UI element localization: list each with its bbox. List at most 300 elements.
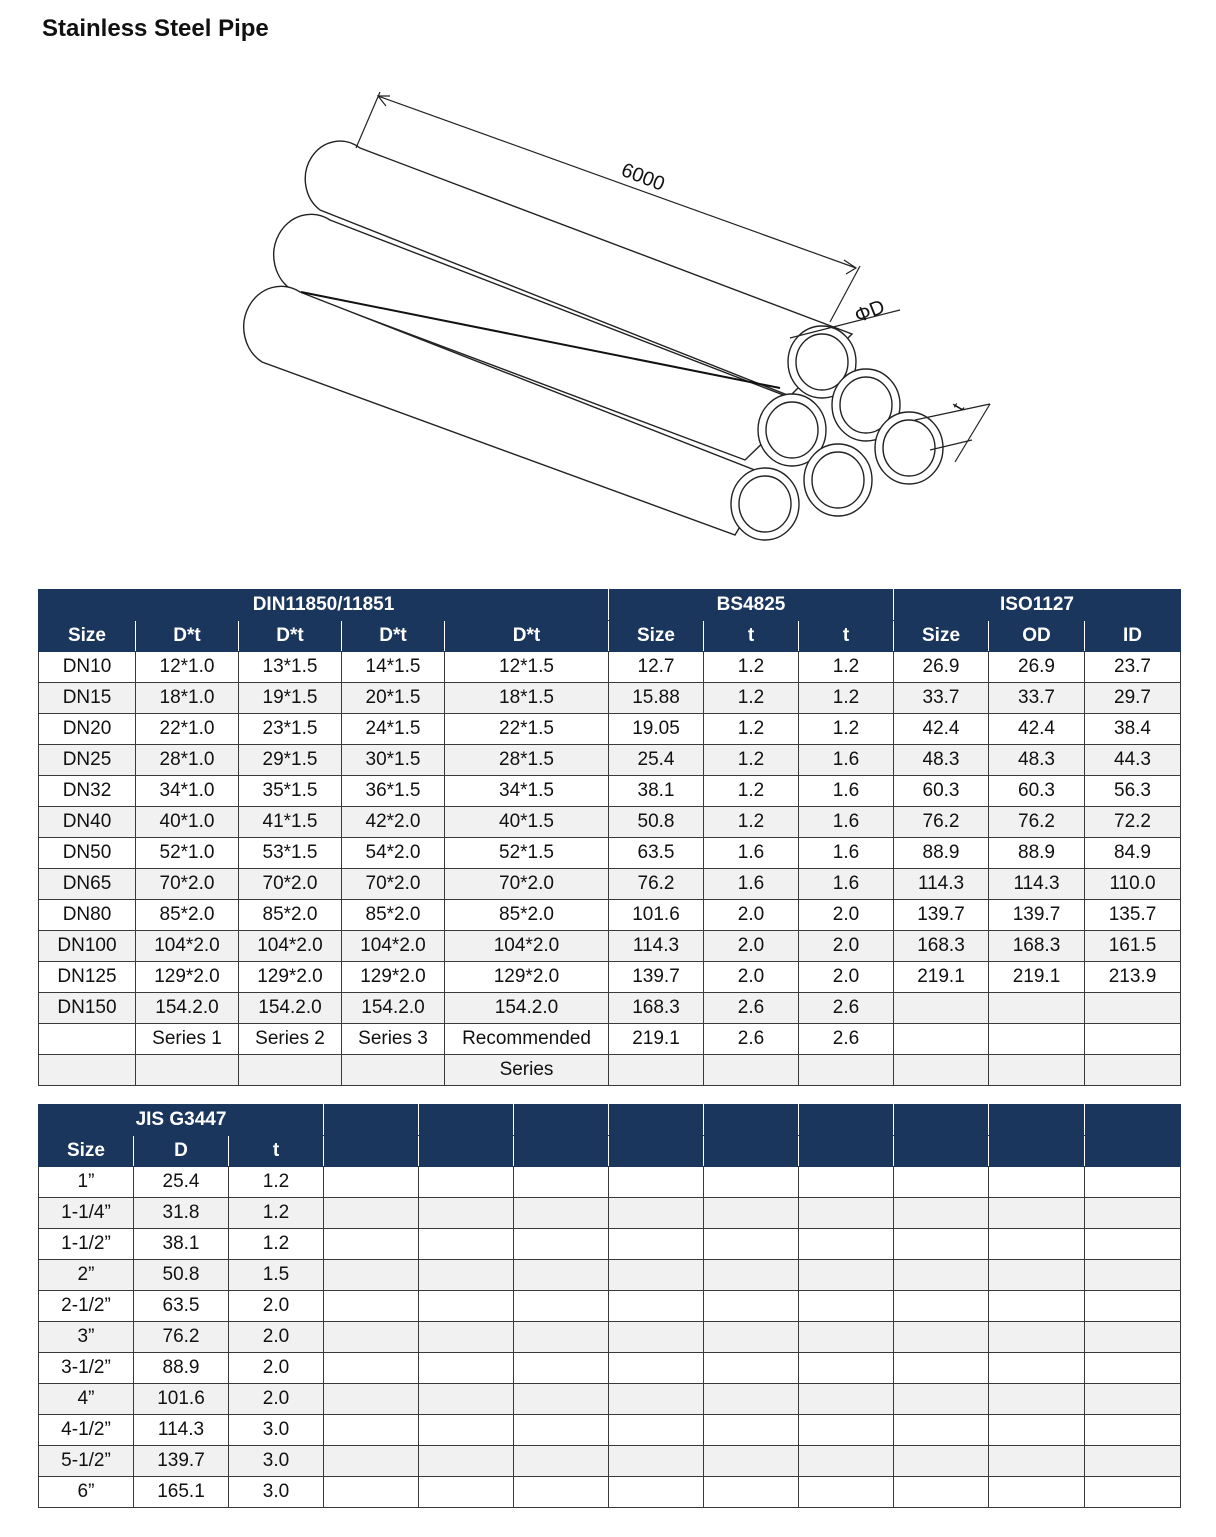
table-row — [39, 1055, 1181, 1086]
table-cell — [419, 1198, 514, 1229]
table-cell: 28*1.5 — [445, 745, 609, 776]
table-cell — [514, 1384, 609, 1415]
table-cell — [1085, 1446, 1181, 1477]
table-cell: 13*1.5 — [239, 652, 342, 683]
column-header: t — [229, 1136, 324, 1167]
column-header: D*t — [239, 621, 342, 652]
table-row — [39, 1477, 1181, 1508]
table-cell: 154.2.0 — [445, 993, 609, 1024]
table-cell — [419, 1229, 514, 1260]
table-cell — [704, 1055, 799, 1086]
table-cell — [704, 1229, 799, 1260]
table-cell: 4” — [39, 1384, 134, 1415]
table-cell: 5-1/2” — [39, 1446, 134, 1477]
table-cell: 40*1.5 — [445, 807, 609, 838]
column-header — [704, 1136, 799, 1167]
table-cell — [419, 1415, 514, 1446]
table-cell: 35*1.5 — [239, 776, 342, 807]
table-cell: 3-1/2” — [39, 1353, 134, 1384]
table-cell — [1085, 993, 1181, 1024]
table-cell — [324, 1291, 419, 1322]
table-cell: 25.4 — [134, 1167, 229, 1198]
column-header — [799, 1136, 894, 1167]
column-header — [609, 1136, 704, 1167]
table-cell — [799, 1446, 894, 1477]
table-cell — [799, 1322, 894, 1353]
table-cell: 31.8 — [134, 1198, 229, 1229]
table-cell — [514, 1415, 609, 1446]
column-header: D*t — [445, 621, 609, 652]
table-cell — [799, 1198, 894, 1229]
table-cell — [894, 1322, 989, 1353]
table-cell: 38.1 — [609, 776, 704, 807]
table-cell — [1085, 1415, 1181, 1446]
table-cell: 20*1.5 — [342, 683, 445, 714]
table-cell: 2-1/2” — [39, 1291, 134, 1322]
table-cell: 1” — [39, 1167, 134, 1198]
table-cell — [514, 1353, 609, 1384]
table-cell — [1085, 1167, 1181, 1198]
table-cell: 38.1 — [134, 1229, 229, 1260]
table-cell: 70*2.0 — [342, 869, 445, 900]
table-cell: 52*1.5 — [445, 838, 609, 869]
column-header — [894, 1136, 989, 1167]
table-cell: 135.7 — [1085, 900, 1181, 931]
table-cell — [1085, 1198, 1181, 1229]
table-cell — [324, 1198, 419, 1229]
column-header — [1085, 1136, 1181, 1167]
table-cell: 23*1.5 — [239, 714, 342, 745]
table-cell — [704, 1291, 799, 1322]
table-cell: 114.3 — [989, 869, 1085, 900]
thickness-label: t — [948, 399, 968, 414]
table-cell: 104*2.0 — [342, 931, 445, 962]
table-cell — [894, 1260, 989, 1291]
table-cell: 38.4 — [1085, 714, 1181, 745]
column-header: t — [799, 621, 894, 652]
table-cell — [514, 1198, 609, 1229]
table-cell — [799, 1477, 894, 1508]
table-cell — [324, 1446, 419, 1477]
table-cell — [799, 1055, 894, 1086]
diameter-label: ΦD — [851, 295, 889, 328]
table-cell — [894, 1167, 989, 1198]
table-cell: 2.0 — [704, 900, 799, 931]
table-cell — [324, 1322, 419, 1353]
table-row — [39, 1415, 1181, 1446]
table-cell: 129*2.0 — [239, 962, 342, 993]
table-cell — [894, 1353, 989, 1384]
table-cell — [342, 1055, 445, 1086]
table-cell: 2.6 — [704, 1024, 799, 1055]
table-cell: 12*1.5 — [445, 652, 609, 683]
column-header: D*t — [342, 621, 445, 652]
table-cell: 22*1.5 — [445, 714, 609, 745]
table-cell — [799, 1291, 894, 1322]
column-header: Size — [894, 621, 989, 652]
table-cell — [514, 1229, 609, 1260]
table-cell — [609, 1384, 704, 1415]
table-cell — [609, 1055, 704, 1086]
table-cell: 85*2.0 — [445, 900, 609, 931]
table-cell: 219.1 — [609, 1024, 704, 1055]
column-header: Size — [39, 1136, 134, 1167]
table-cell: 2.0 — [704, 931, 799, 962]
table-row — [39, 1322, 1181, 1353]
table-cell — [894, 993, 989, 1024]
table-cell: 1.2 — [704, 745, 799, 776]
table-cell: 14*1.5 — [342, 652, 445, 683]
table-cell: 60.3 — [894, 776, 989, 807]
table-cell: 63.5 — [134, 1291, 229, 1322]
table-row — [39, 745, 1181, 776]
table-cell: 1.6 — [799, 869, 894, 900]
table-cell — [239, 1055, 342, 1086]
column-header: Size — [609, 621, 704, 652]
group-header-din: DIN11850/11851 — [39, 590, 609, 621]
table-cell: 70*2.0 — [136, 869, 239, 900]
column-header — [419, 1136, 514, 1167]
table-cell: 76.2 — [134, 1322, 229, 1353]
table-row — [39, 1167, 1181, 1198]
table-row — [39, 1260, 1181, 1291]
jis-table — [38, 1104, 1181, 1508]
table-cell — [894, 1055, 989, 1086]
table-cell: 56.3 — [1085, 776, 1181, 807]
table-cell: 26.9 — [989, 652, 1085, 683]
table-cell: 1.2 — [704, 714, 799, 745]
table-row — [39, 900, 1181, 931]
table-cell — [989, 1446, 1085, 1477]
table-cell — [324, 1167, 419, 1198]
table-cell — [136, 1055, 239, 1086]
table-cell: DN125 — [39, 962, 136, 993]
table-cell — [1085, 1055, 1181, 1086]
table-cell: 33.7 — [894, 683, 989, 714]
table-cell: 85*2.0 — [136, 900, 239, 931]
table-cell — [514, 1260, 609, 1291]
table-cell — [894, 1446, 989, 1477]
table-cell: 2.0 — [799, 962, 894, 993]
table-cell — [1085, 1024, 1181, 1055]
table-cell — [1085, 1291, 1181, 1322]
table-cell — [894, 1384, 989, 1415]
table-cell — [799, 1260, 894, 1291]
table-cell: 40*1.0 — [136, 807, 239, 838]
table-cell — [989, 1229, 1085, 1260]
table-cell: 18*1.5 — [445, 683, 609, 714]
table-cell: 104*2.0 — [136, 931, 239, 962]
table-cell: 1.6 — [704, 869, 799, 900]
table-row — [39, 931, 1181, 962]
table-cell — [419, 1291, 514, 1322]
table-cell: 4-1/2” — [39, 1415, 134, 1446]
table-cell: 36*1.5 — [342, 776, 445, 807]
table-cell — [609, 1260, 704, 1291]
table-cell: 22*1.0 — [136, 714, 239, 745]
table-cell — [609, 1291, 704, 1322]
table-cell: DN25 — [39, 745, 136, 776]
table-cell — [609, 1198, 704, 1229]
table-cell — [989, 1477, 1085, 1508]
table-cell — [894, 1229, 989, 1260]
table-cell: 6” — [39, 1477, 134, 1508]
pipe-drawing-svg — [240, 80, 1000, 560]
table-cell — [894, 1477, 989, 1508]
table-cell: 1.2 — [229, 1229, 324, 1260]
table-cell: 2.0 — [229, 1384, 324, 1415]
table-cell — [609, 1477, 704, 1508]
table-cell: 42.4 — [989, 714, 1085, 745]
column-header: ID — [1085, 621, 1181, 652]
table-cell — [989, 993, 1085, 1024]
table-cell: DN10 — [39, 652, 136, 683]
table-cell — [989, 1055, 1085, 1086]
table-cell: DN32 — [39, 776, 136, 807]
table-cell: 54*2.0 — [342, 838, 445, 869]
table-cell: 1.2 — [704, 683, 799, 714]
table-cell — [419, 1384, 514, 1415]
table-cell: 1.6 — [799, 807, 894, 838]
column-header — [324, 1136, 419, 1167]
table-cell — [514, 1477, 609, 1508]
column-header: D — [134, 1136, 229, 1167]
table-cell: 29*1.5 — [239, 745, 342, 776]
table-cell: 2.6 — [799, 993, 894, 1024]
table-cell — [704, 1198, 799, 1229]
table-cell: DN15 — [39, 683, 136, 714]
table-cell: 26.9 — [894, 652, 989, 683]
table-cell: 161.5 — [1085, 931, 1181, 962]
table-cell: 25.4 — [609, 745, 704, 776]
table-cell: 18*1.0 — [136, 683, 239, 714]
table-cell: 2.0 — [229, 1291, 324, 1322]
column-header — [514, 1136, 609, 1167]
table-cell — [894, 1198, 989, 1229]
group-header-jis: JIS G3447 — [39, 1105, 324, 1136]
table-cell: 48.3 — [989, 745, 1085, 776]
table-row — [39, 1198, 1181, 1229]
table-cell: 1.2 — [799, 683, 894, 714]
table-cell: DN80 — [39, 900, 136, 931]
table-cell — [989, 1260, 1085, 1291]
table-cell: 1.5 — [229, 1260, 324, 1291]
table-cell: 139.7 — [894, 900, 989, 931]
table-cell: 2.0 — [229, 1322, 324, 1353]
table-cell: 42.4 — [894, 714, 989, 745]
table-row — [39, 714, 1181, 745]
table-row — [39, 1353, 1181, 1384]
table-cell — [704, 1353, 799, 1384]
column-header: D*t — [136, 621, 239, 652]
table-cell: 165.1 — [134, 1477, 229, 1508]
table-cell: Series 1 — [136, 1024, 239, 1055]
table-row — [39, 1229, 1181, 1260]
table-cell: 2.0 — [704, 962, 799, 993]
table-cell: 50.8 — [609, 807, 704, 838]
table-cell — [609, 1446, 704, 1477]
table-cell: 12.7 — [609, 652, 704, 683]
table-cell: 2.0 — [799, 931, 894, 962]
table-cell — [704, 1260, 799, 1291]
table-cell — [1085, 1353, 1181, 1384]
table-cell — [799, 1384, 894, 1415]
table-cell — [514, 1446, 609, 1477]
table-row — [39, 652, 1181, 683]
table-cell — [989, 1384, 1085, 1415]
table-cell: 154.2.0 — [136, 993, 239, 1024]
table-row — [39, 1024, 1181, 1055]
table-cell: 24*1.5 — [342, 714, 445, 745]
table-cell — [324, 1260, 419, 1291]
table-cell: 3” — [39, 1322, 134, 1353]
table-cell: 3.0 — [229, 1415, 324, 1446]
table-cell: 2.6 — [799, 1024, 894, 1055]
table-cell: 213.9 — [1085, 962, 1181, 993]
page-title: Stainless Steel Pipe — [42, 15, 269, 42]
table-cell — [989, 1167, 1085, 1198]
table-cell: 15.88 — [609, 683, 704, 714]
table-cell — [1085, 1260, 1181, 1291]
column-header: t — [704, 621, 799, 652]
table-cell: 72.2 — [1085, 807, 1181, 838]
table-cell: 29.7 — [1085, 683, 1181, 714]
table-cell: 85*2.0 — [342, 900, 445, 931]
table-cell — [989, 1415, 1085, 1446]
table-row — [39, 962, 1181, 993]
table-cell: 101.6 — [609, 900, 704, 931]
table-cell: 3.0 — [229, 1477, 324, 1508]
table-cell: 2.0 — [229, 1353, 324, 1384]
table-cell — [419, 1477, 514, 1508]
table-row — [39, 869, 1181, 900]
table-cell — [799, 1415, 894, 1446]
table-cell: 1-1/2” — [39, 1229, 134, 1260]
table-row — [39, 683, 1181, 714]
column-header — [989, 1136, 1085, 1167]
table-cell: 70*2.0 — [445, 869, 609, 900]
table-cell — [514, 1167, 609, 1198]
table-cell: Series 3 — [342, 1024, 445, 1055]
table-cell — [1085, 1384, 1181, 1415]
table-cell: 219.1 — [894, 962, 989, 993]
table-cell — [989, 1291, 1085, 1322]
table-cell — [1085, 1229, 1181, 1260]
table-cell: DN20 — [39, 714, 136, 745]
table-cell: 154.2.0 — [342, 993, 445, 1024]
table-cell: 114.3 — [894, 869, 989, 900]
table-cell: 60.3 — [989, 776, 1085, 807]
table-cell: 33.7 — [989, 683, 1085, 714]
din-bs-iso-table — [38, 589, 1181, 1086]
table-cell: 1.6 — [799, 838, 894, 869]
table-row — [39, 838, 1181, 869]
table-cell — [324, 1353, 419, 1384]
table-cell: 139.7 — [989, 900, 1085, 931]
table-cell — [609, 1415, 704, 1446]
table-cell: 219.1 — [989, 962, 1085, 993]
table-cell: DN40 — [39, 807, 136, 838]
table-cell: Series — [445, 1055, 609, 1086]
table-cell — [1085, 1477, 1181, 1508]
length-label: 6000 — [618, 159, 668, 196]
table-cell — [894, 1415, 989, 1446]
table-cell: 52*1.0 — [136, 838, 239, 869]
table-cell: 2.0 — [799, 900, 894, 931]
table-cell — [704, 1322, 799, 1353]
table-cell: 42*2.0 — [342, 807, 445, 838]
table-cell: 1.6 — [799, 745, 894, 776]
table-cell — [609, 1322, 704, 1353]
table-cell: 88.9 — [894, 838, 989, 869]
table-cell — [799, 1353, 894, 1384]
table-cell — [704, 1446, 799, 1477]
table-cell: 1.2 — [704, 776, 799, 807]
table-cell — [704, 1415, 799, 1446]
table-cell: 1.2 — [229, 1198, 324, 1229]
table-cell: 154.2.0 — [239, 993, 342, 1024]
table-cell — [39, 1024, 136, 1055]
table-cell: 1.2 — [229, 1167, 324, 1198]
table-cell — [419, 1167, 514, 1198]
table-cell: 1.2 — [799, 714, 894, 745]
table-cell — [704, 1477, 799, 1508]
table-cell — [324, 1415, 419, 1446]
table-cell — [419, 1446, 514, 1477]
table-cell — [1085, 1322, 1181, 1353]
table-cell: 1-1/4” — [39, 1198, 134, 1229]
table-cell — [514, 1291, 609, 1322]
table-cell — [989, 1322, 1085, 1353]
table-cell: 3.0 — [229, 1446, 324, 1477]
table-cell: 1.2 — [704, 652, 799, 683]
column-header: OD — [989, 621, 1085, 652]
table-cell — [799, 1167, 894, 1198]
table-cell — [704, 1384, 799, 1415]
table-cell: 34*1.0 — [136, 776, 239, 807]
table-cell: 28*1.0 — [136, 745, 239, 776]
table-cell: 23.7 — [1085, 652, 1181, 683]
table-cell — [39, 1055, 136, 1086]
table-cell: 168.3 — [609, 993, 704, 1024]
table-cell — [514, 1322, 609, 1353]
table-cell: 1.6 — [799, 776, 894, 807]
table-cell: 19.05 — [609, 714, 704, 745]
table-cell: 63.5 — [609, 838, 704, 869]
table-row — [39, 776, 1181, 807]
table-cell: 19*1.5 — [239, 683, 342, 714]
table-cell — [894, 1291, 989, 1322]
table-cell: DN100 — [39, 931, 136, 962]
table-cell — [609, 1167, 704, 1198]
column-header: Size — [39, 621, 136, 652]
table-cell: 44.3 — [1085, 745, 1181, 776]
table-row — [39, 993, 1181, 1024]
table-cell: DN65 — [39, 869, 136, 900]
table-row — [39, 807, 1181, 838]
table-cell: 129*2.0 — [342, 962, 445, 993]
table-cell: 129*2.0 — [445, 962, 609, 993]
table-cell — [894, 1024, 989, 1055]
table-cell: 70*2.0 — [239, 869, 342, 900]
table-row — [39, 1291, 1181, 1322]
table-cell: 139.7 — [134, 1446, 229, 1477]
table-cell — [609, 1229, 704, 1260]
table-cell — [799, 1229, 894, 1260]
table-cell: 114.3 — [134, 1415, 229, 1446]
table-cell: 104*2.0 — [445, 931, 609, 962]
table-cell: 168.3 — [989, 931, 1085, 962]
